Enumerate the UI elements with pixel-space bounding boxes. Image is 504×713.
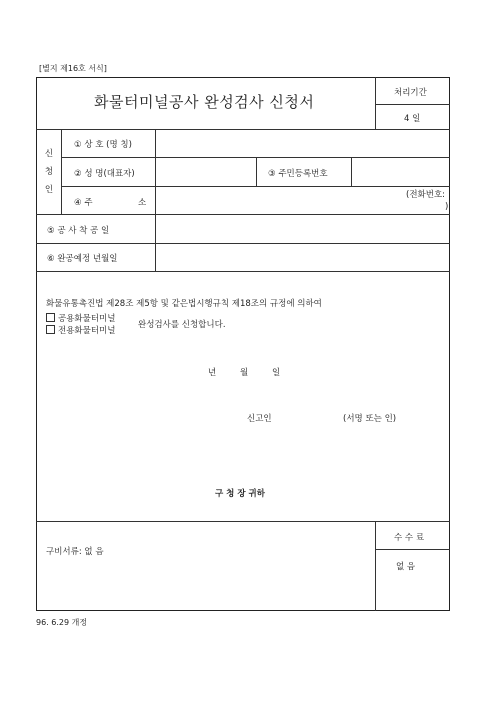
revision-note: 96. 6.29 개정 bbox=[36, 618, 88, 627]
phone-label-close: ) bbox=[445, 202, 449, 212]
phone-label: (전화번호: bbox=[406, 190, 446, 200]
address-label-end: 소 bbox=[138, 198, 147, 208]
option-private-terminal[interactable]: 전용화물터미널 bbox=[46, 324, 115, 336]
company-name-label: ① 상 호 (명 칭) bbox=[74, 140, 132, 150]
divider bbox=[375, 549, 450, 550]
date-day: 일 bbox=[272, 368, 281, 378]
divider bbox=[375, 521, 376, 611]
divider bbox=[61, 129, 62, 214]
resident-number-label: ③ 주민등록번호 bbox=[268, 169, 328, 179]
processing-label: 처리기간 bbox=[394, 88, 427, 98]
divider bbox=[36, 129, 450, 130]
divider bbox=[36, 271, 450, 272]
divider bbox=[155, 129, 156, 271]
construction-start-label: ⑤ 공 사 착 공 일 bbox=[47, 226, 110, 236]
divider bbox=[351, 157, 352, 186]
divider bbox=[61, 186, 450, 187]
addressee: 구 청 장 귀하 bbox=[215, 489, 265, 499]
applicant-sign-label: 신고인 bbox=[247, 414, 272, 424]
checkbox[interactable] bbox=[46, 325, 55, 334]
divider bbox=[256, 157, 257, 186]
applicant-group-label: 신 청 인 bbox=[44, 149, 54, 195]
fee-value: 없 음 bbox=[396, 562, 416, 572]
divider bbox=[375, 77, 376, 129]
fee-label: 수 수 료 bbox=[394, 533, 425, 543]
divider bbox=[375, 104, 450, 105]
address-label: ④ 주 bbox=[74, 198, 93, 208]
legal-statement: 화물유통촉진법 제28조 제5항 및 같은법시행규칙 제18조의 규정에 의하여 bbox=[46, 299, 322, 309]
request-text: 완성검사를 신청합니다. bbox=[138, 320, 226, 330]
representative-label: ② 성 명(대표자) bbox=[74, 169, 135, 179]
option-public-terminal[interactable]: 공용화물터미널 bbox=[46, 312, 115, 324]
completion-date-label: ⑥ 완공예정 년월일 bbox=[47, 254, 118, 264]
signature-placeholder: (서명 또는 인) bbox=[343, 414, 397, 424]
processing-value: 4 일 bbox=[404, 114, 421, 124]
divider bbox=[36, 521, 450, 522]
date-year: 년 bbox=[208, 368, 217, 378]
form-title: 화물터미널공사 완성검사 신청서 bbox=[94, 93, 315, 111]
checkbox[interactable] bbox=[46, 313, 55, 322]
divider bbox=[36, 214, 450, 215]
form-code: [별지 제16호 서식] bbox=[39, 64, 107, 73]
attachments: 구비서류: 없 음 bbox=[46, 547, 104, 557]
divider bbox=[36, 243, 450, 244]
date-month: 월 bbox=[240, 368, 249, 378]
